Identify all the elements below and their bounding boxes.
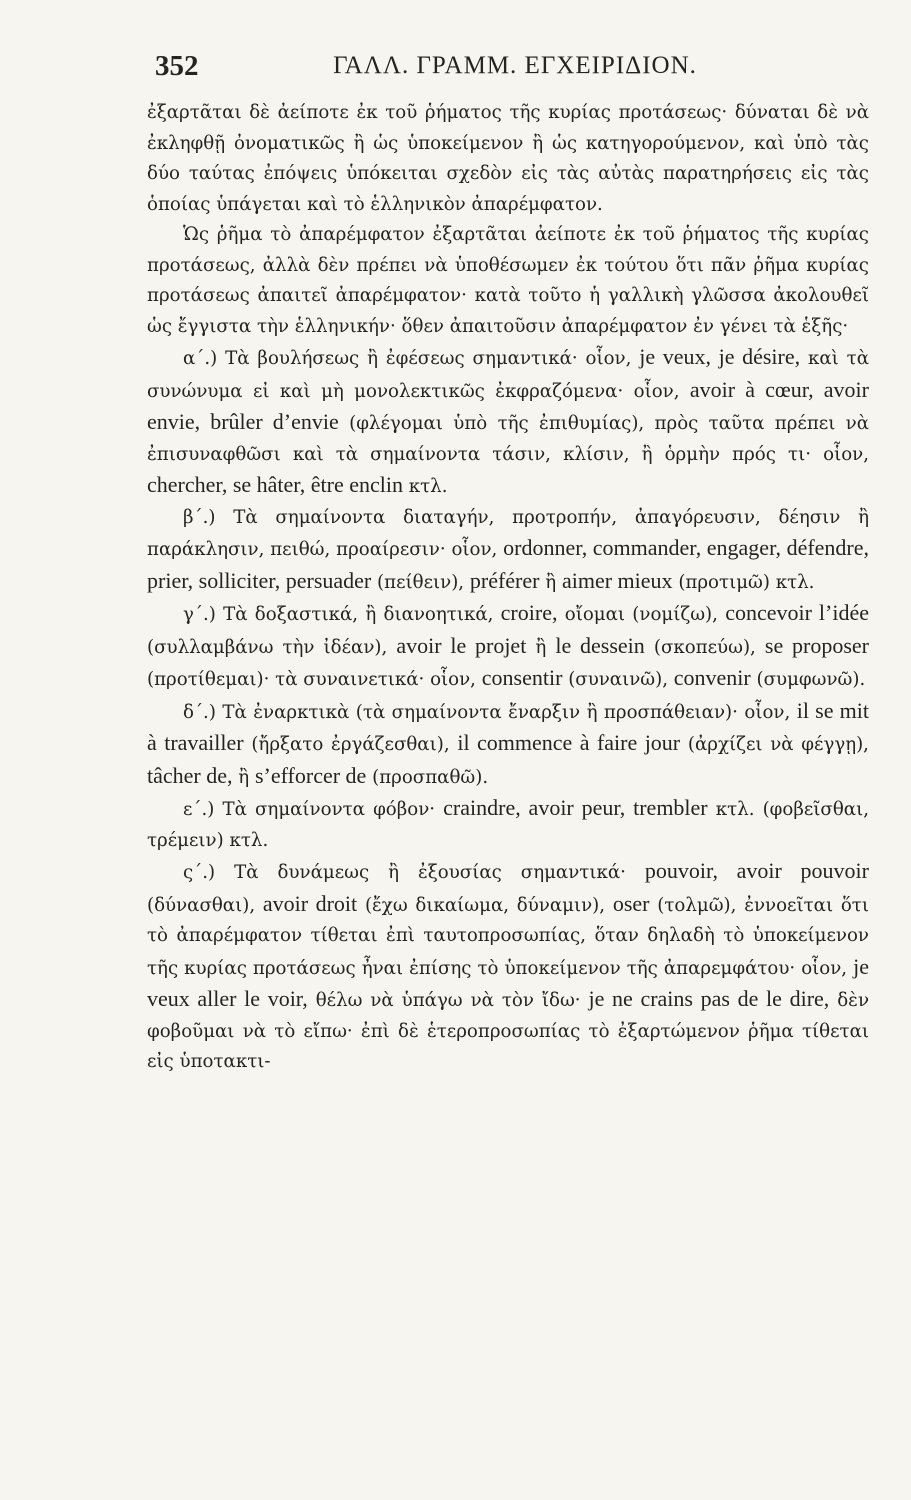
greek-text: γ΄.) Τὰ δοξαστικά, ἢ διανοητικά,	[183, 604, 501, 625]
greek-text: δὲν φοβοῦμαι νὰ τὸ εἴπω· ἐπὶ δὲ ἑτεροπροσωπίας τὸ ἐξαρτώμενον ῥῆμα τίθεται εἰς ὑποτακτι-	[147, 990, 870, 1072]
page-header	[155, 50, 875, 90]
greek-text: (ἔχω δικαίωμα, δύναμιν),	[357, 894, 613, 916]
french-phrase: il se mit à travailler	[147, 697, 869, 755]
paragraph	[147, 98, 869, 220]
greek-text: (συναινῶ),	[562, 669, 674, 690]
french-phrase: je veux aller le voir,	[147, 953, 869, 1011]
greek-text: (φλέγομαι ὑπὸ τῆς ἐπιθυμίας), πρὸς ταῦτα πρέπει νὰ ἐπισυναφθῶσι καὶ τὰ σημαίνοντα τάσιν, κλίσιν, ἢ ὁρμὴν πρός τι· οἷον,	[147, 413, 869, 465]
paragraph	[147, 220, 869, 342]
french-phrase: ordonner, commander, engager, défendre, prier, solliciter, persuader	[147, 535, 870, 593]
greek-text: (πείθειν),	[371, 571, 470, 593]
french-phrase: aimer mieux	[561, 567, 673, 593]
french-phrase: craindre, avoir peur, trembler	[443, 795, 708, 820]
greek-text: (ἤρξατο ἐργάζεσθαι),	[243, 734, 458, 755]
greek-text: (προσπαθῶ).	[366, 766, 489, 788]
greek-text: (ἀρχίζει νὰ φέγγῃ),	[680, 734, 869, 755]
french-phrase: croire,	[500, 600, 558, 625]
french-phrase: pouvoir, avoir pouvoir	[644, 858, 869, 883]
french-phrase: convenir	[673, 665, 751, 690]
greek-text: ἢ	[539, 571, 562, 593]
french-phrase: je ne crains pas de le dire,	[588, 986, 830, 1011]
french-phrase: oser	[612, 890, 650, 916]
greek-text: οἴομαι (νομίζω),	[557, 604, 726, 625]
page-number: 352	[155, 50, 199, 82]
french-phrase: préférer	[469, 567, 540, 593]
greek-text: (τολμῶ), ἐννοεῖται ὅτι τὸ ἀπαρέμφατον τίθεται ἐπὶ ταυτοπροσωπίας, ὅταν δηλαδὴ τὸ ὑποκείμενον τῆς κυρίας προτάσεως ἦναι ἐπίσης τὸ ὑποκείμενον τῆς ἀπαρεμφάτου· οἷον,	[147, 894, 869, 979]
french-phrase: il commence à faire jour	[457, 730, 681, 755]
french-phrase: avoir à cœur, avoir envie, brûler d’envie	[147, 376, 869, 434]
greek-text: ἢ	[526, 636, 556, 658]
french-phrase: s’efforcer de	[254, 762, 367, 788]
french-phrase: concevoir l’idée	[725, 600, 869, 625]
paragraph	[147, 696, 869, 794]
french-phrase: chercher, se hâter, être enclin	[147, 472, 403, 497]
french-phrase: se proposer	[764, 632, 869, 658]
french-phrase: le dessein	[555, 632, 645, 658]
greek-text: κτλ. (φοβεῖσθαι, τρέμειν) κτλ.	[147, 799, 869, 851]
greek-text: καὶ τὰ συνώνυμα εἰ καὶ μὴ μονολεκτικῶς ἐκφραζόμενα· οἷον,	[147, 348, 870, 402]
french-phrase: consentir	[481, 665, 563, 690]
greek-text: (σκοπεύω),	[644, 636, 765, 658]
french-phrase: tâcher de,	[147, 762, 233, 788]
paragraph	[147, 856, 869, 1078]
greek-text: κτλ.	[402, 476, 448, 497]
greek-text: (προτιμῶ) κτλ.	[672, 571, 815, 593]
greek-text: ἢ	[232, 766, 255, 788]
greek-text: Ὡς ῥῆμα τὸ ἀπαρέμφατον ἐξαρτᾶται ἀείποτε ἐκ τοῦ ῥήματος τῆς κυρίας προτάσεως, ἀλλὰ δὲν πρέπει νὰ ὑποθέσωμεν ἐκ τούτου ὅτι πᾶν ῥῆμα κυρίας προτάσεως ἀπαιτεῖ ἀπαρέμφατον· κατὰ τοῦτο ἡ γαλλικὴ γλῶσσα ἀκολουθεῖ ὡς ἔγγιστα τὴν ἑλληνικήν· ὅθεν ἀπαιτοῦσιν ἀπαρέμφατον ἐν γένει τὰ ἑξῆς·	[147, 224, 869, 337]
paragraph	[147, 342, 869, 503]
greek-text: δ΄.) Τὰ ἐναρκτικὰ (τὰ σημαίνοντα ἔναρξιν ἢ προσπάθειαν)· οἷον,	[183, 701, 797, 723]
running-head: ΓΑΛΛ. ΓΡΑΜΜ. ΕΓΧΕΙΡΙΔΙΟΝ.	[333, 52, 697, 79]
greek-text: (δύνασθαι),	[147, 894, 263, 916]
french-phrase: avoir le projet	[396, 632, 527, 658]
greek-text: ἐξαρτᾶται δὲ ἀείποτε ἐκ τοῦ ῥήματος τῆς κυρίας προτάσεως· δύναται δὲ νὰ ἐκληφθῇ ὀνοματικῶς ἢ ὡς ὑποκείμενον ἢ ὡς κατηγορούμενον, καὶ ὑπὸ τὰς δύο ταύτας ἐπόψεις ὑπόκειται σχεδὸν εἰς τὰς αὐτὰς παρατηρήσεις εἰς τὰς ὁποίας ὑπάγεται καὶ τὸ ἑλληνικὸν ἀπαρέμφατον.	[147, 102, 869, 215]
greek-text: ε΄.) Τὰ σημαίνοντα φόβον·	[183, 799, 444, 820]
paragraph	[147, 598, 869, 696]
paragraph	[147, 503, 869, 599]
french-phrase: je veux, je désire,	[639, 344, 801, 369]
paragraph	[147, 793, 869, 856]
greek-text: α΄.) Τὰ βουλήσεως ἢ ἐφέσεως σημαντικά· οἷον,	[183, 348, 640, 369]
french-phrase: avoir droit	[262, 890, 358, 916]
greek-text: ς΄.) Τὰ δυνάμεως ἢ ἐξουσίας σημαντικά·	[183, 862, 645, 883]
greek-text: (προτίθεμαι)· τὰ συναινετικά· οἷον,	[147, 669, 482, 690]
greek-text: β΄.) Τὰ σημαίνοντα διαταγήν, προτροπήν, ἀπαγόρευσιν, δέησιν ἢ παράκλησιν, πειθώ, προαίρεσιν· οἷον,	[147, 506, 869, 560]
greek-text: θέλω νὰ ὑπάγω νὰ τὸν ἴδω·	[307, 990, 589, 1011]
greek-text: (συμφωνῶ).	[750, 669, 866, 690]
greek-text: (συλλαμβάνω τὴν ἰδέαν),	[147, 636, 397, 658]
body-text	[147, 98, 869, 1078]
